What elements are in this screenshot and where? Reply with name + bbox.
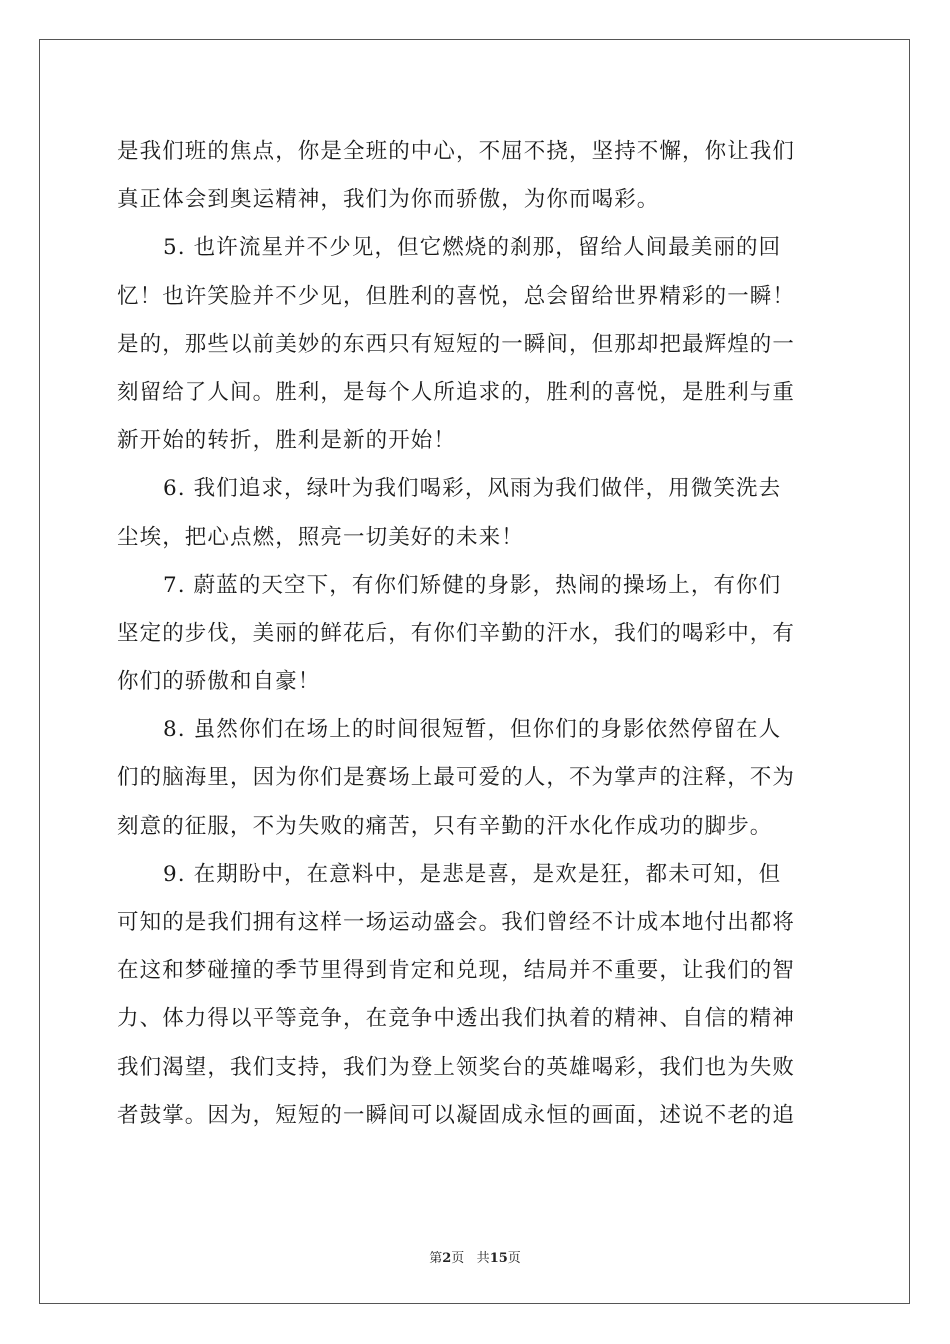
document-body — [117, 128, 837, 1140]
paragraph-5-start: 5. 也许流星并不少见，但它燃烧的刹那，留给人间最美丽的回 — [163, 235, 782, 261]
text-line: 尘埃，把心点燃，照亮一切美好的未来！ — [117, 524, 524, 550]
text-line: 力、体力得以平等竞争，在竞争中透出我们执着的精神、自信的精神 — [117, 1006, 796, 1032]
text-line: 在这和梦碰撞的季节里得到肯定和兑现，结局并不重要，让我们的智 — [117, 958, 796, 984]
current-page-number: 2 — [442, 1251, 452, 1266]
text-line: 者鼓掌。因为，短短的一瞬间可以凝固成永恒的画面，述说不老的追 — [117, 1102, 796, 1128]
footer-prefix: 第 — [429, 1251, 443, 1266]
paragraph-8-start: 8. 虽然你们在场上的时间很短暂，但你们的身影依然停留在人 — [163, 717, 782, 743]
text-line: 是我们班的焦点，你是全班的中心，不屈不挠，坚持不懈，你让我们 — [117, 139, 796, 164]
footer-total-prefix: 共 — [476, 1251, 490, 1266]
text-line: 你们的骄傲和自豪！ — [117, 669, 321, 695]
footer-page-suffix: 页 — [451, 1251, 465, 1266]
text-line: 刻意的征服，不为失败的痛苦，只有辛勤的汗水化作成功的脚步。 — [117, 813, 773, 839]
text-line: 刻留给了人间。胜利，是每个人所追求的，胜利的喜悦，是胜利与重 — [117, 379, 796, 405]
text-line: 真正体会到奥运精神，我们为你而骄傲，为你而喝彩。 — [117, 187, 660, 213]
paragraph-9-start: 9. 在期盼中，在意料中，是悲是喜，是欢是狂，都未可知，但 — [163, 861, 782, 887]
footer-total-suffix: 页 — [507, 1251, 521, 1266]
text-line: 我们渴望，我们支持，我们为登上领奖台的英雄喝彩，我们也为失败 — [117, 1054, 796, 1080]
text-line: 可知的是我们拥有这样一场运动盛会。我们曾经不计成本地付出都将 — [117, 910, 796, 935]
text-line: 新开始的转折，胜利是新的开始！ — [117, 428, 457, 454]
paragraph-6-start: 6. 我们追求，绿叶为我们喝彩，风雨为我们做伴，用微笑洗去 — [163, 476, 782, 502]
text-line: 是的，那些以前美妙的东西只有短短的一瞬间，但那却把最辉煌的一 — [117, 331, 796, 357]
text-line: 忆！也许笑脸并不少见，但胜利的喜悦，总会留给世界精彩的一瞬！ — [117, 283, 796, 309]
page-footer — [0, 1247, 950, 1266]
text-line: 们的脑海里，因为你们是赛场上最可爱的人，不为掌声的注释，不为 — [117, 765, 796, 791]
paragraph-7-start: 7. 蔚蓝的天空下，有你们矫健的身影，热闹的操场上，有你们 — [163, 572, 782, 598]
total-page-count: 15 — [489, 1251, 508, 1266]
text-line: 坚定的步伐，美丽的鲜花后，有你们辛勤的汗水，我们的喝彩中，有 — [117, 620, 796, 646]
